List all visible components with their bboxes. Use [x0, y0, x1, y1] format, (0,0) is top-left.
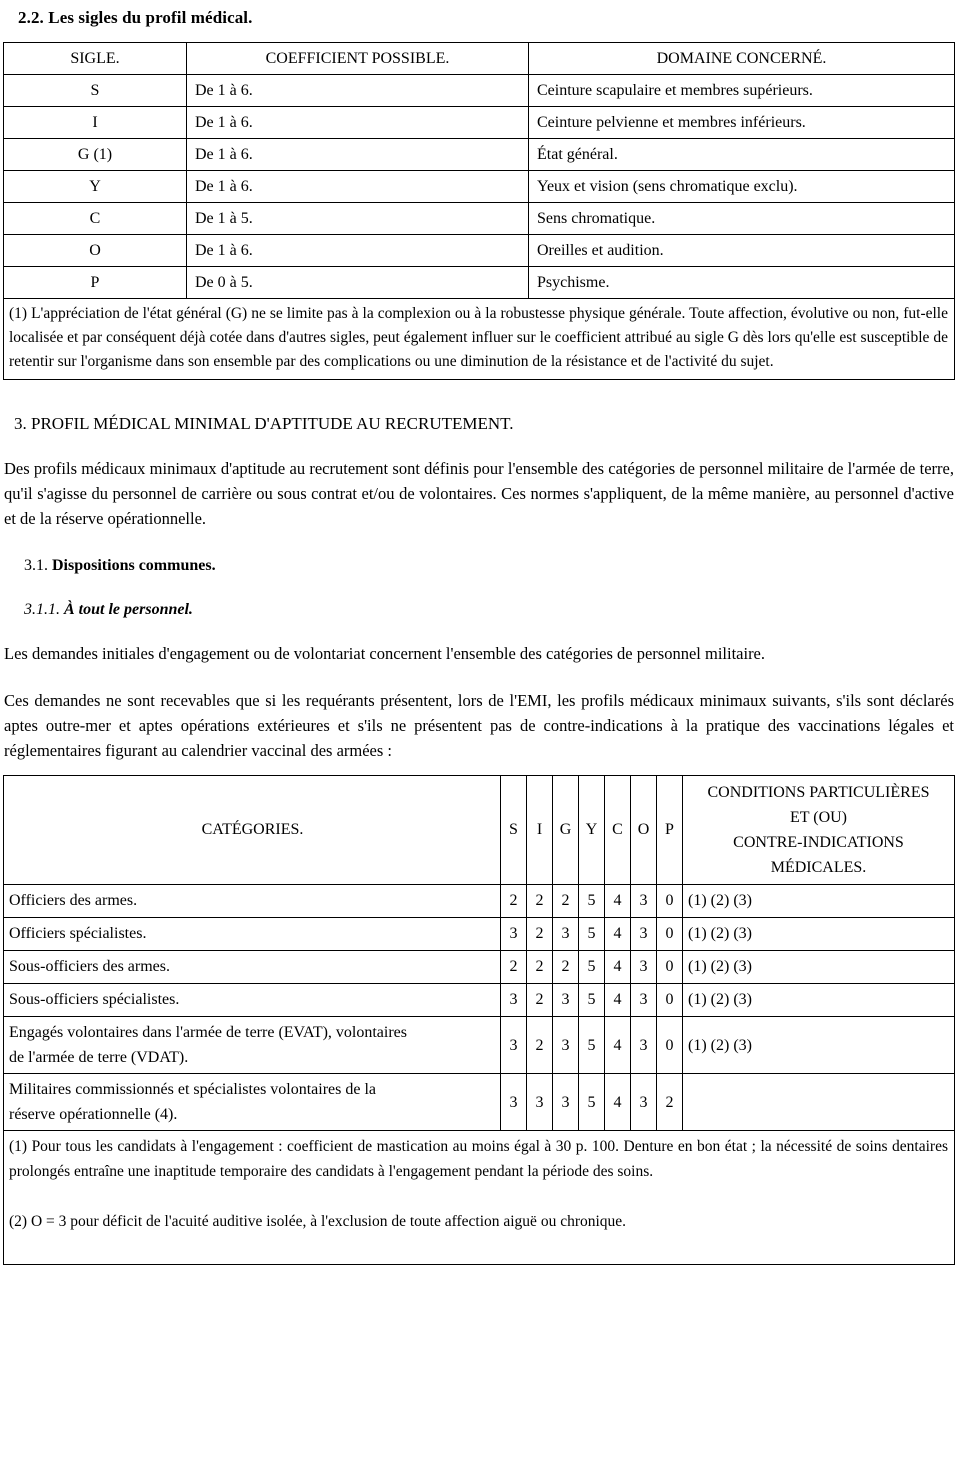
table-row: [4, 1017, 955, 1074]
header-conditions-line-1: CONDITIONS PARTICULIÈRES: [707, 784, 930, 801]
cell-value-i: 2: [527, 1017, 553, 1074]
cell-value-y: 5: [579, 951, 605, 984]
cell-value-s: 2: [501, 885, 527, 918]
table-row: [4, 75, 955, 107]
table-row: [4, 918, 955, 951]
cell-value-c: 4: [605, 1017, 631, 1074]
cell-categorie: [4, 1074, 501, 1131]
cell-value-s: 3: [501, 1074, 527, 1131]
cell-value-y: 5: [579, 918, 605, 951]
cell-sigle: S: [4, 75, 187, 107]
cell-sigle: Y: [4, 171, 187, 203]
cell-categorie: Sous-officiers des armes.: [4, 951, 501, 984]
cell-value-p: 0: [657, 984, 683, 1017]
cell-value-o: 3: [631, 1017, 657, 1074]
cell-value-y: 5: [579, 984, 605, 1017]
cell-conditions: [683, 1074, 955, 1131]
heading-3-1-label: Dispositions communes.: [52, 557, 216, 574]
table-row: [4, 1074, 955, 1131]
cell-value-y: 5: [579, 885, 605, 918]
cell-coefficient: De 1 à 6.: [187, 235, 529, 267]
heading-3-1: [24, 557, 960, 575]
cell-domaine: Yeux et vision (sens chromatique exclu).: [529, 171, 955, 203]
cell-value-y: 5: [579, 1017, 605, 1074]
cell-value-i: 3: [527, 1074, 553, 1131]
cell-categorie-line-1: Engagés volontaires dans l'armée de terre (EVAT), volontaires: [9, 1024, 408, 1041]
cell-value-o: 3: [631, 1074, 657, 1131]
cell-value-i: 2: [527, 951, 553, 984]
heading-3-1-number: 3.1.: [24, 557, 48, 574]
table-row: [4, 107, 955, 139]
document-page: [0, 8, 960, 1476]
header-letter-p: P: [657, 776, 683, 885]
cell-coefficient: De 1 à 5.: [187, 203, 529, 235]
cell-value-p: 0: [657, 885, 683, 918]
header-letter-c: C: [605, 776, 631, 885]
header-letter-o: O: [631, 776, 657, 885]
cell-conditions: (1) (2) (3): [683, 1017, 955, 1074]
cell-value-c: 4: [605, 885, 631, 918]
cell-value-c: 4: [605, 918, 631, 951]
cell-sigle: G (1): [4, 139, 187, 171]
table-row: [4, 171, 955, 203]
chapter-3-heading: 3. PROFIL MÉDICAL MINIMAL D'APTITUDE AU RECRUTEMENT.: [14, 414, 514, 433]
section-title-2-2: 2.2. Les sigles du profil médical.: [18, 8, 253, 27]
cell-value-o: 3: [631, 885, 657, 918]
header-letter-s: S: [501, 776, 527, 885]
header-conditions-line-2: ET (OU): [789, 809, 848, 826]
header-letter-i: I: [527, 776, 553, 885]
profil-footnotes: [4, 1131, 955, 1265]
table-row: [4, 951, 955, 984]
header-categories: CATÉGORIES.: [4, 776, 501, 885]
table-row: [4, 203, 955, 235]
header-domaine: DOMAINE CONCERNÉ.: [529, 43, 955, 75]
cell-value-y: 5: [579, 1074, 605, 1131]
profil-footnote-2: (2) O = 3 pour déficit de l'acuité auditive isolée, à l'exclusion de toute affection aiguë ou chronique.: [9, 1213, 627, 1230]
footnote-spacer: [9, 1184, 948, 1209]
cell-categorie: Officiers des armes.: [4, 885, 501, 918]
paragraph-recevabilite: Ces demandes ne sont recevables que si les requérants présentent, lors de l'EMI, les profils médicaux minimaux suivants, s'ils sont déclarés aptes outre-mer et aptes opérations extérieures et s'ils ne présentent pas de contre-indications à la pratique des vaccinations légales et réglementaires figurant au calendrier vaccinal des armées :: [4, 691, 954, 760]
profil-minimal-table: [3, 775, 955, 1265]
cell-domaine: État général.: [529, 139, 955, 171]
cell-conditions: (1) (2) (3): [683, 951, 955, 984]
header-conditions-line-4: MÉDICALES.: [770, 859, 867, 876]
cell-coefficient: De 1 à 6.: [187, 171, 529, 203]
cell-conditions: (1) (2) (3): [683, 885, 955, 918]
cell-categorie-line-2: de l'armée de terre (VDAT).: [9, 1049, 189, 1066]
header-letter-g: G: [553, 776, 579, 885]
cell-value-s: 3: [501, 918, 527, 951]
cell-value-p: 0: [657, 1017, 683, 1074]
cell-value-i: 2: [527, 885, 553, 918]
cell-domaine: Sens chromatique.: [529, 203, 955, 235]
table-row: [4, 267, 955, 299]
cell-value-g: 3: [553, 1017, 579, 1074]
table-row: [4, 885, 955, 918]
cell-sigle: I: [4, 107, 187, 139]
table-row: [4, 235, 955, 267]
cell-value-s: 2: [501, 951, 527, 984]
cell-value-g: 3: [553, 918, 579, 951]
cell-coefficient: De 0 à 5.: [187, 267, 529, 299]
cell-value-c: 4: [605, 951, 631, 984]
header-coefficient: COEFFICIENT POSSIBLE.: [187, 43, 529, 75]
table-row: [4, 984, 955, 1017]
heading-3-1-1: [24, 601, 960, 619]
cell-categorie-line-1: Militaires commissionnés et spécialistes volontaires de la: [9, 1081, 377, 1098]
cell-categorie: Officiers spécialistes.: [4, 918, 501, 951]
cell-value-g: 3: [553, 1074, 579, 1131]
cell-coefficient: De 1 à 6.: [187, 75, 529, 107]
cell-conditions: (1) (2) (3): [683, 918, 955, 951]
cell-conditions: (1) (2) (3): [683, 984, 955, 1017]
chapter-3-intro: Des profils médicaux minimaux d'aptitude au recrutement sont définis pour l'ensemble des catégories de personnel militaire de l'armée de terre, qu'il s'agisse du personnel de carrière ou sous contrat et/ou de volontaires. Ces normes s'appliquent, de la même manière, au personnel d'active et de la réserve opérationnelle.: [4, 459, 954, 528]
table-header-row: [4, 776, 955, 885]
table-footnote-row: [4, 1131, 955, 1265]
sigles-table: [3, 42, 955, 380]
heading-3-1-1-label: À tout le personnel.: [64, 601, 193, 618]
cell-value-g: 2: [553, 885, 579, 918]
cell-domaine: Ceinture scapulaire et membres supérieurs.: [529, 75, 955, 107]
cell-domaine: Ceinture pelvienne et membres inférieurs.: [529, 107, 955, 139]
cell-sigle: C: [4, 203, 187, 235]
cell-value-s: 3: [501, 984, 527, 1017]
profil-footnote-1: (1) Pour tous les candidats à l'engagement : coefficient de mastication au moins égal à 30 p. 100. Denture en bon état ; la nécessité de soins dentaires prolongés entraîne une inaptitude temporaire des candidats à l'engagement pendant la période des soins.: [9, 1138, 948, 1180]
cell-value-i: 2: [527, 984, 553, 1017]
cell-value-c: 4: [605, 984, 631, 1017]
cell-value-o: 3: [631, 984, 657, 1017]
header-sigle: SIGLE.: [4, 43, 187, 75]
cell-coefficient: De 1 à 6.: [187, 107, 529, 139]
heading-3-1-1-number: 3.1.1.: [24, 601, 60, 618]
cell-value-o: 3: [631, 918, 657, 951]
cell-sigle: O: [4, 235, 187, 267]
cell-value-p: 0: [657, 918, 683, 951]
cell-value-p: 2: [657, 1074, 683, 1131]
cell-categorie-line-2: réserve opérationnelle (4).: [9, 1106, 178, 1123]
cell-value-c: 4: [605, 1074, 631, 1131]
cell-domaine: Psychisme.: [529, 267, 955, 299]
sigles-footnote: (1) L'appréciation de l'état général (G) ne se limite pas à la complexion ou à la robustesse physique générale. Toute affection, évolutive ou non, fut-elle localisée et par conséquent déjà cotée dans d'autres sigles, peut également influer sur le coefficient attribué au sigle G dès lors qu'elle est susceptible de retentir sur l'organisme dans son ensemble par des complications ou une diminution de la résistance et de l'activité du sujet.: [4, 299, 955, 380]
table-footnote-row: [4, 299, 955, 380]
cell-categorie: [4, 1017, 501, 1074]
paragraph-demandes-initiales: Les demandes initiales d'engagement ou de volontariat concernent l'ensemble des catégories de personnel militaire.: [4, 644, 766, 663]
cell-value-g: 3: [553, 984, 579, 1017]
cell-value-g: 2: [553, 951, 579, 984]
cell-value-s: 3: [501, 1017, 527, 1074]
header-letter-y: Y: [579, 776, 605, 885]
cell-value-o: 3: [631, 951, 657, 984]
cell-value-i: 2: [527, 918, 553, 951]
cell-sigle: P: [4, 267, 187, 299]
cell-value-p: 0: [657, 951, 683, 984]
cell-categorie: Sous-officiers spécialistes.: [4, 984, 501, 1017]
footnote-spacer: [9, 1234, 948, 1259]
header-conditions-line-3: CONTRE-INDICATIONS: [733, 834, 904, 851]
cell-domaine: Oreilles et audition.: [529, 235, 955, 267]
header-conditions: [683, 776, 955, 885]
cell-coefficient: De 1 à 6.: [187, 139, 529, 171]
table-header-row: [4, 43, 955, 75]
table-row: [4, 139, 955, 171]
